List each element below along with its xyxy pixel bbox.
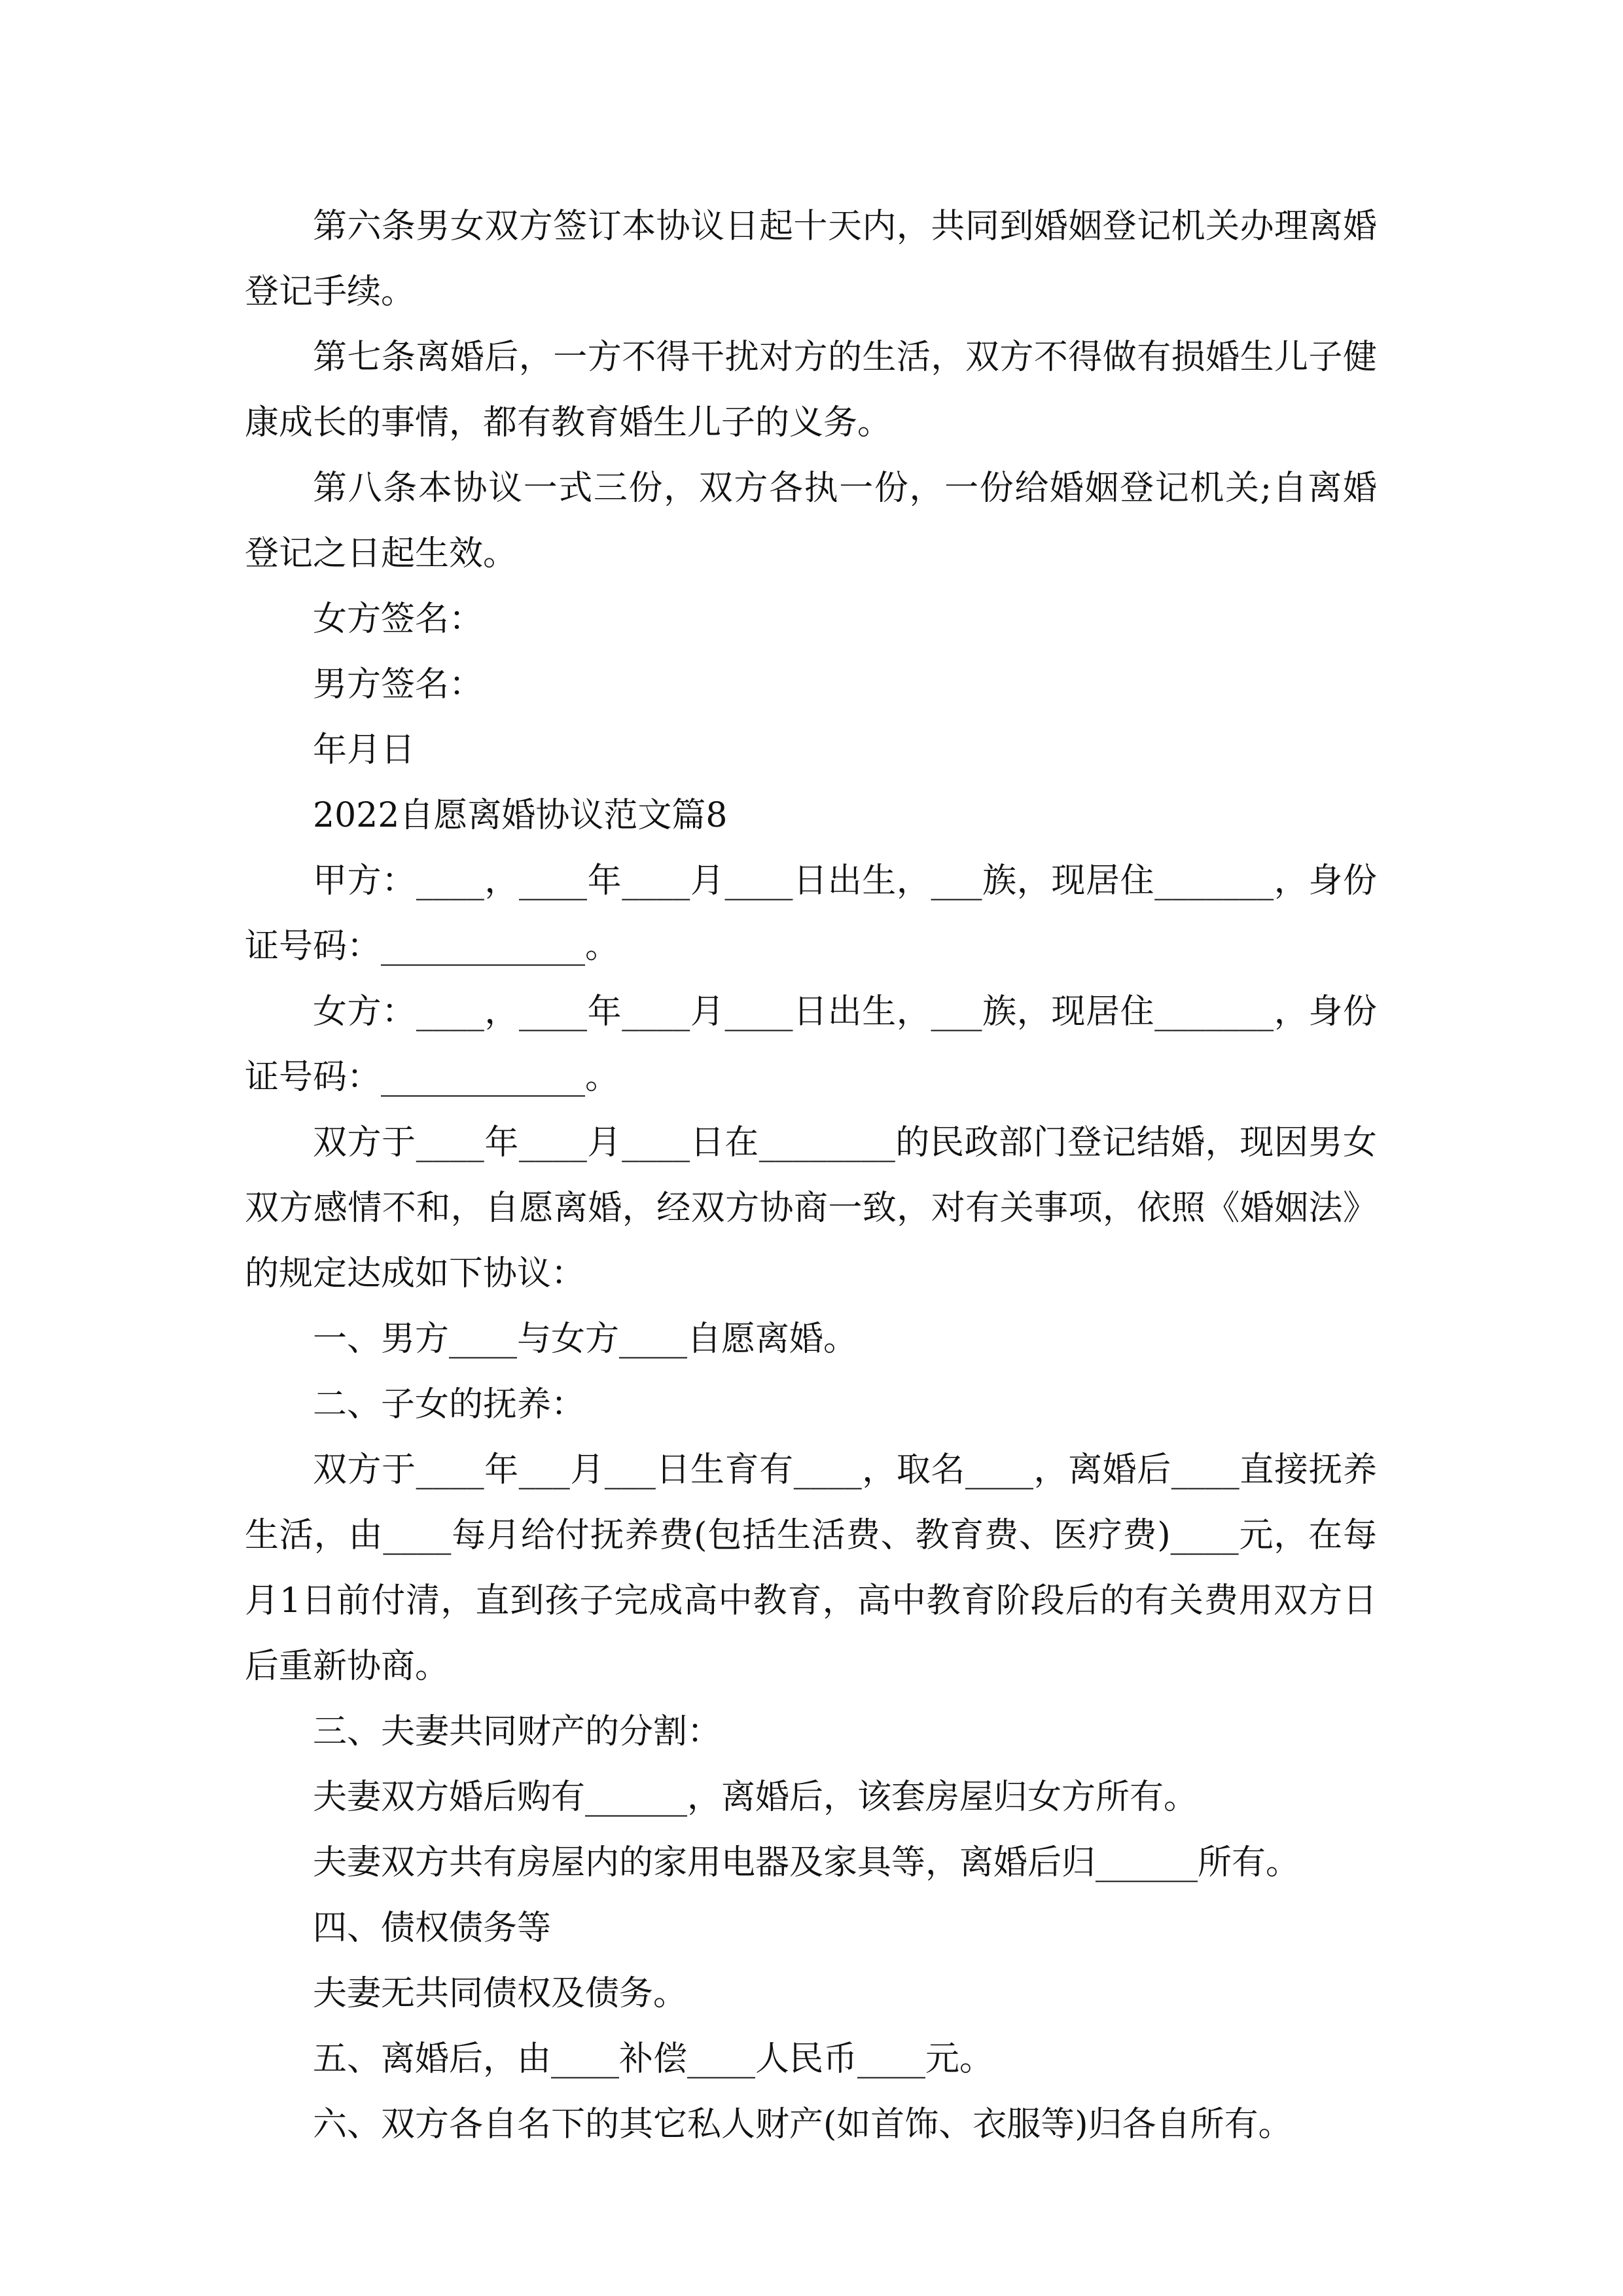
clause-3-house: 夫妻双方婚后购有______，离婚后，该套房屋归女方所有。 [313,1778,1198,1817]
clause-5-compensation: 五、离婚后，由____补偿____人民币____元。 [313,2039,994,2079]
paragraph-article-6: 第六条男女双方签订本协议日起十天内，共同到婚姻登记机关办理离婚登记手续。 [245,207,1377,312]
section-heading: 2022自愿离婚协议范文篇8 [313,796,728,835]
female-signature-line: 女方签名： [313,600,484,639]
clause-3-furniture: 夫妻双方共有房屋内的家用电器及家具等，离婚后归______所有。 [313,1843,1300,1882]
paragraph-article-8: 第八条本协议一式三份，双方各执一份，一份给婚姻登记机关;自离婚登记之日起生效。 [245,469,1377,573]
clause-3-heading: 三、夫妻共同财产的分割： [313,1712,722,1751]
clause-2-heading: 二、子女的抚养： [313,1385,586,1424]
male-signature-line: 男方签名： [313,665,484,704]
date-line: 年月日 [313,730,416,770]
clause-4-debts: 夫妻无共同债权及债务。 [313,1974,688,2013]
clause-1-divorce: 一、男方____与女方____自愿离婚。 [313,1319,858,1359]
clause-6-private-property: 六、双方各自名下的其它私人财产(如首饰、衣服等)归各自所有。 [313,2105,1293,2144]
party-a-info: 甲方：____，____年____月____日出生，___族，现居住_______，身份证号码：____________。 [245,861,1377,966]
party-female-info: 女方：____，____年____月____日出生，___族，现居住_______，身份证号码：____________。 [245,992,1377,1097]
document-body [245,194,1377,2157]
agreement-preamble: 双方于____年____月____日在________的民政部门登记结婚，现因男女双方感情不和，自愿离婚，经双方协商一致，对有关事项，依照《婚姻法》的规定达成如下协议： [245,1123,1377,1293]
clause-4-heading: 四、债权债务等 [313,1909,552,1948]
clause-2-child-support: 双方于____年___月___日生育有____，取名____，离婚后____直接抚养生活，由____每月给付抚养费(包括生活费、教育费、医疗费)____元，在每月1日前付清，直到孩子完成高中教育，高中教育阶段后的有关费用双方日后重新协商。 [245,1450,1377,1686]
paragraph-article-7: 第七条离婚后，一方不得干扰对方的生活，双方不得做有损婚生儿子健康成长的事情，都有教育婚生儿子的义务。 [245,338,1377,442]
